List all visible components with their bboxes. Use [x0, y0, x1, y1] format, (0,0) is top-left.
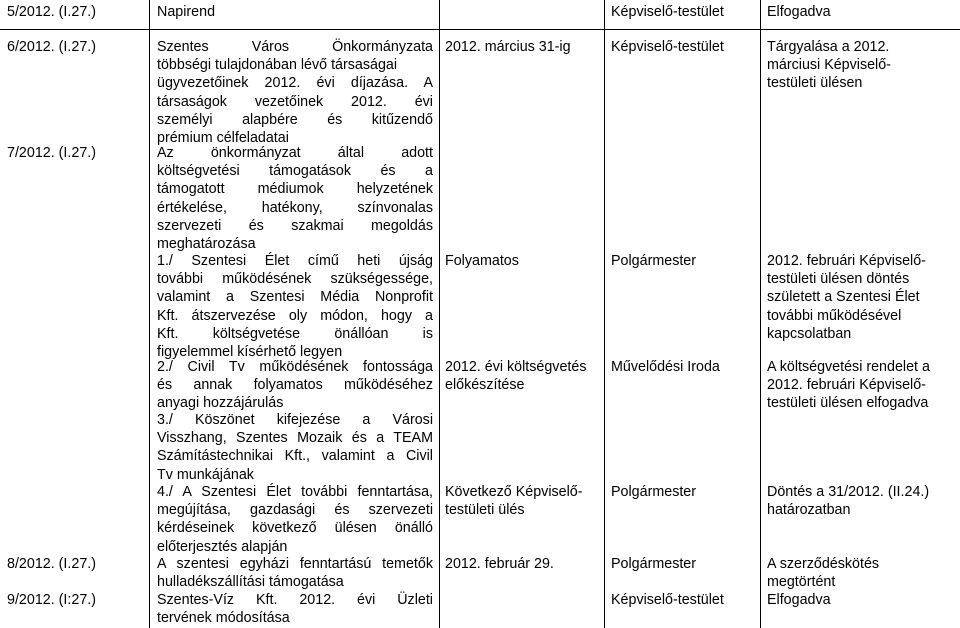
status-line: határozatban	[767, 502, 851, 519]
deadline-line: előkészítése	[445, 377, 525, 394]
responsible: Polgármester	[611, 253, 697, 269]
responsible: Művelődési Iroda	[611, 359, 720, 375]
sub-item-line: kérdéseinek következő ülésen önálló	[157, 520, 433, 537]
responsible: Képviselő-testület	[611, 592, 724, 608]
column-divider	[149, 0, 150, 628]
sub-item-line: és annak folyamatos működéséhez	[157, 377, 433, 394]
deadline	[445, 483, 582, 519]
status-line: Tárgyalása a 2012.	[767, 39, 890, 55]
status-line: A szerződéskötés	[767, 556, 880, 572]
row-divider	[0, 29, 960, 30]
subject-line: támogatott médiumok helyzetének	[157, 181, 433, 198]
subject-line: Szentes-Víz Kft. 2012. évi Üzleti	[157, 592, 433, 608]
status-line: született a Szentesi Élet	[767, 289, 920, 306]
sub-item	[157, 252, 433, 361]
deadline: Folyamatos	[445, 253, 519, 269]
sub-item-line: valamint a Szentesi Média Nonprofit	[157, 289, 433, 306]
status-line: testületi ülésen elfogadva	[767, 395, 929, 412]
resolution-number: 9/2012. (I:27.)	[7, 592, 97, 608]
resolution-number: 8/2012. (I.27.)	[7, 556, 97, 572]
status: Elfogadva	[767, 592, 831, 608]
column-divider	[604, 0, 605, 628]
status-line: megtörtént	[767, 574, 836, 591]
deadline: 2012. március 31-ig	[445, 39, 571, 55]
subject-line: értékelése, hatékony, színvonalas	[157, 199, 433, 216]
column-divider	[439, 0, 440, 628]
subject-line: többségi tulajdonában lévő társaságai	[157, 57, 398, 74]
subject-line: Szentes Város Önkormányzata	[157, 39, 433, 55]
subject-line: társaságok vezetőinek 2012. évi	[157, 93, 433, 110]
status-line: további működésével	[767, 307, 902, 324]
subject-line: prémium célfeladatai	[157, 130, 289, 147]
status: Elfogadva	[767, 4, 831, 20]
sub-item-line: 1./ Szentesi Élet című heti újság	[157, 253, 433, 269]
sub-item-line: Visszhang, Szentes Mozaik és a TEAM	[157, 430, 433, 447]
deadline: 2012. február 29.	[445, 556, 554, 572]
column-divider	[760, 0, 761, 628]
subject-line: hulladékszállítási támogatása	[157, 574, 344, 591]
subject-line: ügyvezetőinek 2012. évi díjazása. A	[157, 75, 433, 92]
status	[767, 555, 879, 591]
status-line: testületi ülésen	[767, 75, 863, 92]
deadline	[445, 358, 586, 394]
status-line: A költségvetési rendelet a	[767, 359, 930, 375]
status-line: 2012. februári Képviselő-	[767, 253, 926, 269]
responsible: Polgármester	[611, 484, 697, 500]
status	[767, 483, 929, 519]
resolution-number: 6/2012. (I.27.)	[7, 39, 97, 55]
subject-line: meghatározása	[157, 236, 256, 253]
status	[767, 38, 891, 93]
sub-item-line: 4./ A Szentesi Élet további fenntartása,	[157, 484, 433, 500]
subject-line: tervének módosítása	[157, 610, 290, 627]
status-line: 2012. februári Képviselő-	[767, 377, 926, 394]
sub-item-line: Számítástechnikai Kft., valamint a Civil	[157, 448, 433, 465]
sub-item-line: 3./ Köszönet kifejezése a Városi	[157, 412, 433, 428]
responsible: Polgármester	[611, 556, 697, 572]
sub-item-line: megújítása, gazdasági és szervezeti	[157, 502, 433, 519]
subject	[157, 144, 433, 253]
subject-line: szervezeti és szakmai megoldás	[157, 217, 433, 234]
subject: Napirend	[157, 4, 216, 20]
resolution-number: 7/2012. (I.27.)	[7, 145, 97, 161]
status	[767, 358, 930, 413]
subject-line: Az önkormányzat által adott	[157, 145, 433, 161]
status-line: Döntés a 31/2012. (II.24.)	[767, 484, 930, 500]
sub-item-line: Kft. költségvetése önállóan is	[157, 325, 433, 342]
sub-item-line: figyelemmel kísérhető legyen	[157, 344, 343, 361]
subject-line: személyi alapbére és kitűzendő	[157, 111, 433, 128]
subject	[157, 38, 433, 147]
sub-item	[157, 411, 433, 484]
deadline-line: 2012. évi költségvetés	[445, 359, 587, 375]
sub-item-line: anyagi hozzájárulás	[157, 395, 284, 412]
resolution-number: 5/2012. (I.27.)	[7, 4, 97, 20]
status-line: márciusi Képviselő-	[767, 57, 891, 74]
sub-item-line: előterjesztés alapján	[157, 538, 288, 555]
sub-item	[157, 483, 433, 556]
subject	[157, 591, 433, 627]
status-line: testületi ülésen döntés	[767, 271, 910, 288]
status	[767, 252, 926, 343]
subject	[157, 555, 433, 591]
deadline-line: Következő Képviselő-	[445, 484, 583, 500]
sub-item-line: Tv munkájának	[157, 466, 254, 483]
responsible: Képviselő-testület	[611, 4, 724, 20]
sub-item	[157, 358, 433, 413]
deadline-line: testületi ülés	[445, 502, 525, 519]
status-line: kapcsolatban	[767, 325, 852, 342]
subject-line: A szentesi egyházi fenntartású temetők	[157, 556, 433, 572]
sub-item-line: további működésének szükségessége,	[157, 271, 433, 288]
responsible: Képviselő-testület	[611, 39, 724, 55]
subject-line: költségvetési támogatások és a	[157, 163, 433, 180]
sub-item-line: Kft. átszervezése oly módon, hogy a	[157, 307, 433, 324]
sub-item-line: 2./ Civil Tv működésének fontossága	[157, 359, 433, 375]
